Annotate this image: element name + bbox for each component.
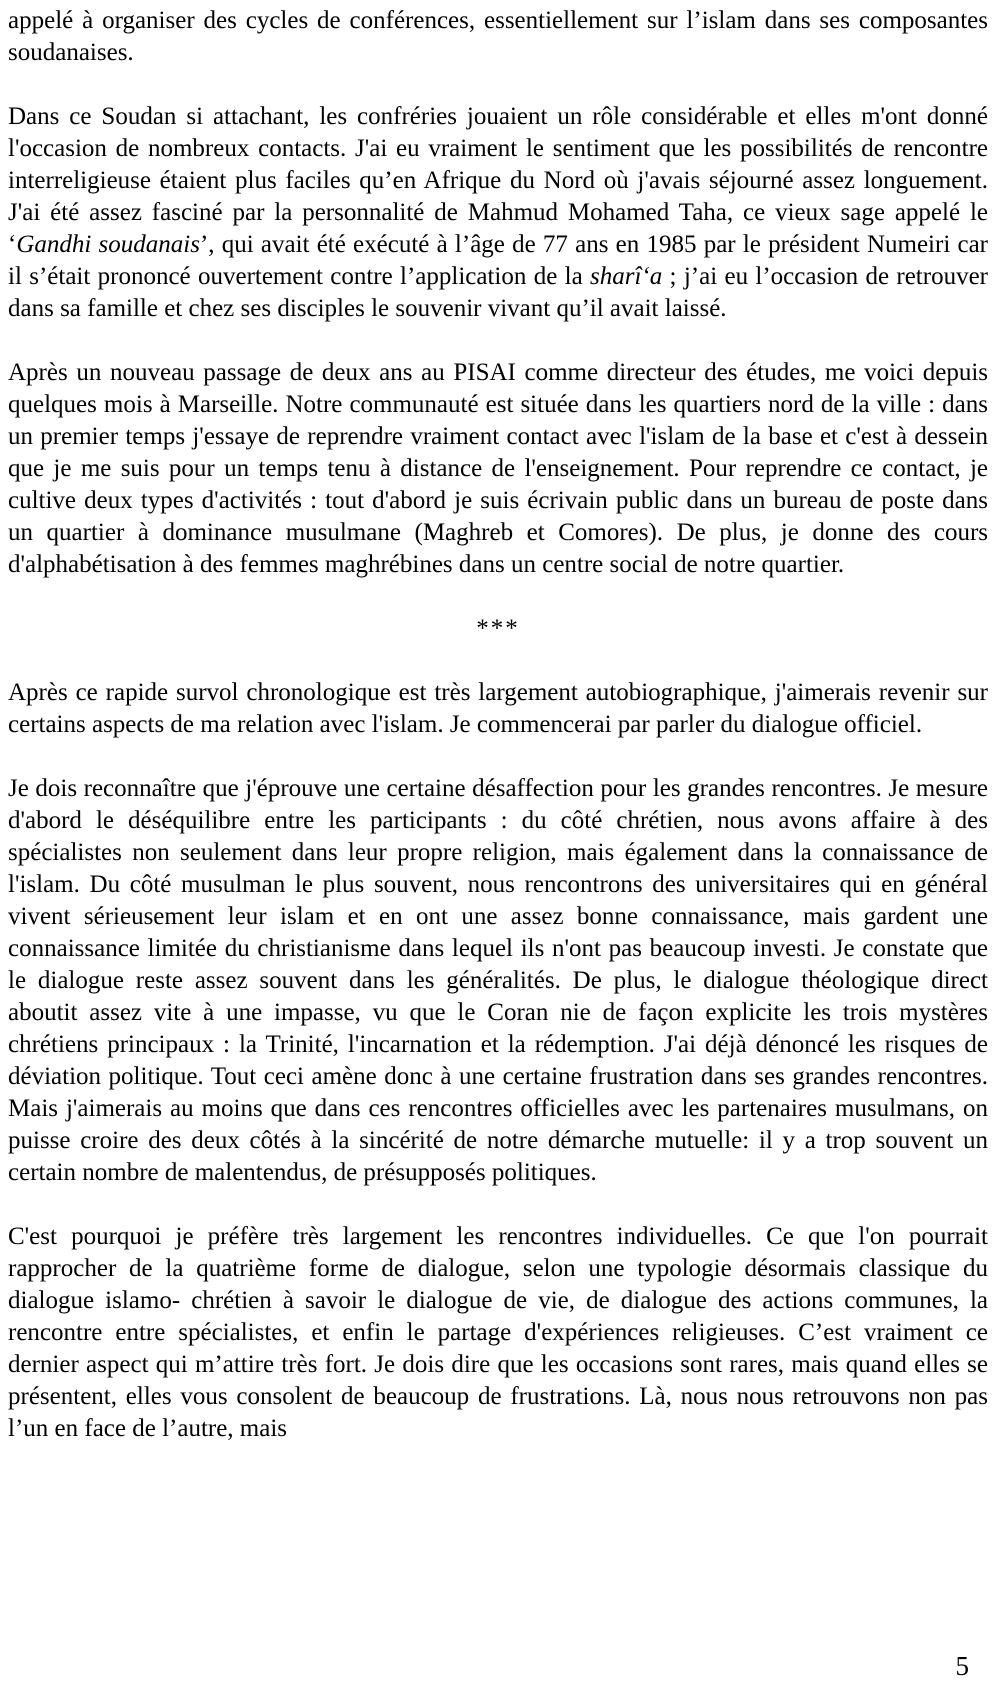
page-number: 5 [955, 1651, 969, 1681]
paragraph-5 [8, 773, 988, 1189]
paragraph-3 [8, 357, 988, 581]
paragraph-4-text: Après ce rapide survol chronologique est très largement autobiographique, j'aimerais revenir sur certains aspects de ma relation avec l'islam. Je commencerai par parler du dialogue officiel. [8, 679, 988, 738]
paragraph-1 [8, 5, 988, 69]
paragraph-3-text: Après un nouveau passage de deux ans au PISAI comme directeur des études, me voici depuis quelques mois à Marseille. Notre communauté est située dans les quartiers nord de la ville : dans un premier temps j'essaye de reprendre vraiment contact avec l'islam de la base et c'est à dessein que je me suis pour un temps tenu à distance de l'enseignement. Pour reprendre ce contact, je cultive deux types d'activités : tout d'abord je suis écrivain public dans un bureau de poste dans un quartier à dominance musulmane (Maghreb et Comores). De plus, je donne des cours d'alphabétisation à des femmes maghrébines dans un centre social de notre quartier. [8, 359, 988, 578]
paragraph-2-text-b: ’, qui avait été exécuté à l’âge de 77 ans en 1985 par le président Numeiri car il s’était prononcé ouvertement contre l’application de la [8, 231, 988, 290]
italic-gandhi-soudanais: Gandhi soudanais [16, 231, 200, 258]
section-separator: *** [476, 615, 520, 642]
paragraph-2-text-a: Dans ce Soudan si attachant, les confréries jouaient un rôle considérable et elles m'ont donné l'occasion de nombreux contacts. J'ai eu vraiment le sentiment que les possibilités de rencontre interreligieuse étaient plus faciles qu’en Afrique du Nord où j'avais séjourné assez longuement. J'ai été assez fasciné par la personnalité de Mahmud Mohamed Taha, ce vieux sage appelé le ‘ [8, 103, 988, 258]
paragraph-4 [8, 677, 988, 741]
text-block [8, 5, 988, 1477]
paragraph-5-text: Je dois reconnaître que j'éprouve une certaine désaffection pour les grandes rencontres. Je mesure d'abord le déséquilibre entre les participants : du côté chrétien, nous avons affaire à des spécialistes non seulement dans leur propre religion, mais également dans la connaissance de l'islam. Du côté musulman le plus souvent, nous rencontrons des universitaires qui en général vivent sérieusement leur islam et en ont une assez bonne connaissance, mais gardent une connaissance limitée du christianisme dans lequel ils n'ont pas beaucoup investi. Je constate que le dialogue reste assez souvent dans les généralités. De plus, le dialogue théologique direct aboutit assez vite à une impasse, vu que le Coran nie de façon explicite les trois mystères chrétiens principaux : la Trinité, l'incarnation et la rédemption. J'ai déjà dénoncé les risques de déviation politique. Tout ceci amène donc à une certaine frustration dans ses grandes rencontres. Mais j'aimerais au moins que dans ces rencontres officielles avec les partenaires musulmans, on puisse croire des deux côtés à la sincérité de notre démarche mutuelle: il y a trop souvent un certain nombre de malentendus, de présupposés politiques. [8, 775, 988, 1186]
paragraph-6 [8, 1221, 988, 1445]
paragraph-6-text: C'est pourquoi je préfère très largement les rencontres individuelles. Ce que l'on pourrait rapprocher de la quatrième forme de dialogue, selon une typologie désormais classique du dialogue islamo- chrétien à savoir le dialogue de vie, de dialogue des actions communes, la rencontre entre spécialistes, et enfin le partage d'expériences religieuses. C’est vraiment ce dernier aspect qui m’attire très fort. Je dois dire que les occasions sont rares, mais quand elles se présentent, elles vous consolent de beaucoup de frustrations. Là, nous nous retrouvons non pas l’un en face de l’autre, mais [8, 1223, 988, 1442]
paragraph-1-text: appelé à organiser des cycles de conférences, essentiellement sur l’islam dans ses composantes soudanaises. [8, 7, 988, 66]
paragraph-2-text-c: ; j’ai eu l’occasion de retrouver dans sa famille et chez ses disciples le souvenir vivant qu’il avait laissé. [8, 263, 988, 322]
italic-sharia: sharî‘a [590, 263, 663, 290]
paragraph-2 [8, 101, 988, 325]
